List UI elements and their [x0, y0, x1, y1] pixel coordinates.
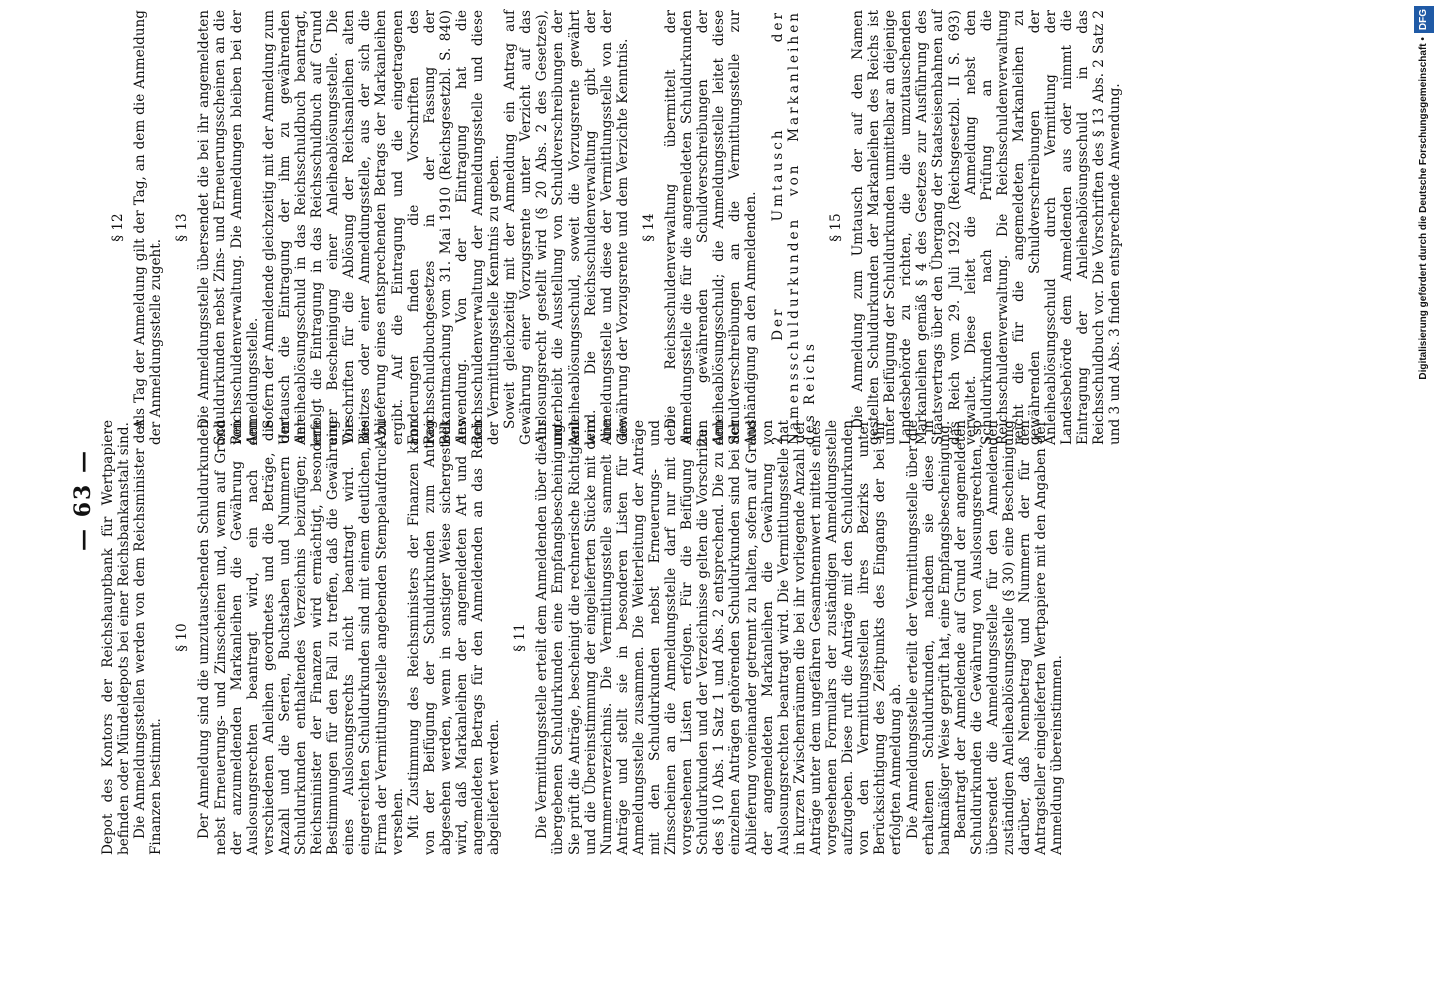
paragraph: Beantragt der Anmeldende auf Grund der angemeldeten Schuldurkunden die Gewährung von Auslosungsrechten, so übersendet die Anmeldungsstelle für den Anmeldenden zuständigen Anleiheablösungsstelle (§ 30) eine Bescheinigung darüber, daß Nennbetrag und Nummern der für den Antragsteller eingelieferten Wertpapiere mit den Angaben der Anmeldung übereinstimmen. [952, 420, 1066, 855]
paragraph: Die Anmeldung zum Umtausch der auf den Namen gestellten Schuldurkunden der Markanleihen des Reichs ist unter Beifügung der Schuldurkunden unmittelbar an diejenige Landesbehörde zu richten, die die umzutauschenden Markanleihen gemäß § 4 des Gesetzes zur Ausführung des Staatsvertrags über den Übergang der Staatseisenbahnen auf das Reich vom 29. Juli 1922 (Reichsgesetzbl. II S. 693) verwaltet. Diese leitet die Anmeldung nebst den Schuldurkunden nach Prüfung an die Reichsschuldenverwaltung. Die Reichsschuldenverwaltung reicht die für die angemeldeten Markanleihen zu gewährenden Schuldverschreibungen der Anleiheablösungsschuld durch Vermittlung der Landesbehörde dem Anmeldenden aus oder nimmt die Eintragung der Anleiheablösungsschuld in das Reichsschuldbuch vor. Die Vorschriften des § 13 Abs. 2 Satz 2 und 3 und Abs. 3 finden entsprechende Anwendung. [849, 10, 1124, 445]
paragraph: Als Tag der Anmeldung gilt der Tag, an dem die Anmeldung der Anmeldungsstelle zugeht. [132, 10, 165, 445]
section-heading: § 10 [174, 623, 191, 652]
paragraph: Die Vermittlungsstelle erteilt dem Anmeldenden über die ihr übergebenen Schuldurkunden eine Empfangsbescheinigung. Sie prüft die Anträge, bescheinigt die rechnerische Richtigkeit und die Übereinstimmung der eingelieferten Stücke mit dem Nummernverzeichnis. Die Vermittlungsstelle sammelt die Anträge und stellt sie in besonderen Listen für die Anmeldungsstelle zusammen. Die Weiterleitung der Anträge mit den Schuldurkunden nebst Erneuerungs- und Zinsscheinen an die Anmeldungsstelle darf nur mit den vorgesehenen Listen erfolgen. Für die Beifügung der Schuldurkunden und der Verzeichnisse gelten die Vorschriften des § 10 Abs. 1 Satz 1 und Abs. 2 entsprechend. Die zu den einzelnen Anträgen gehörenden Schuldurkunden sind bei der Ablieferung voneinander getrennt zu halten, sofern auf Grund der angemeldeten Markanleihen die Gewährung von Auslosungsrechten beantragt wird. Die Vermittlungsstelle hat in kurzen Zwischenräumen die bei ihr vorliegende Anzahl der Anträge unter dem ungefähren Gesamtnennwert mittels eines vorgesehenen Formulars der zuständigen Anmeldungsstelle aufzugeben. Diese ruft die Anträge mit den Schuldurkunden von den Vermittlungsstellen ihres Bezirks unter Berücksichtigung des Zeitpunkts des Eingangs der bei ihr erfolgten Anmeldung ab. [534, 420, 905, 855]
digitization-credit [1414, 6, 1434, 994]
section-heading: § 13 [174, 213, 191, 242]
section-heading: § 11 [512, 623, 529, 652]
section-heading: § 15 [827, 213, 844, 242]
page-number: — 63 — [70, 449, 96, 551]
paragraph: Die Anmeldungsstelle übersendet die bei ihr angemeldeten Schuldurkunden nebst Zins- und Erneuerungsscheinen an die Reichsschuldenverwaltung. Die Anmeldungen bleiben bei der Anmeldungsstelle. [196, 10, 261, 445]
paragraph: Die Anmeldungsstelle erteilt der Vermittlungsstelle über die erhaltenen Schuldurkunden, nachdem sie diese in bankmäßiger Weise geprüft hat, eine Empfangsbescheinigung. [904, 420, 953, 855]
right-column [100, 10, 1124, 445]
paragraph: Sofern der Anmeldende gleichzeitig mit der Anmeldung zum Umtausch die Eintragung der ihm zu gewährenden Anleiheablösungsschuld in das Reichsschuldbuch beantragt, erfolgt die Eintragung in das Reichsschuldbuch auf Grund einer Bescheinigung einer Anleiheablösungsstelle. Die Vorschriften für die Ablösung der Reichsanleihen alten Besitzes oder einer Anmeldungsstelle, aus der sich die Ablieferung eines entsprechenden Betrags der Markanleihen ergibt. Auf die Eintragung und die eingetragenen Forderungen finden die Vorschriften des Reichsschuldbuchgesetzes in der Fassung der Bekanntmachung vom 31. Mai 1910 (Reichsgesetzbl. S. 840) Anwendung. Von der Eintragung hat die Reichsschuldenverwaltung der Anmeldungsstelle und diese der Vermittlungsstelle Kenntnis zu geben. [260, 10, 503, 445]
dfg-logo: DFG [1414, 6, 1434, 33]
left-column [100, 420, 1065, 855]
credit-text: Digitalisierung gefördert durch die Deutsche Forschungsgemeinschaft • [1418, 37, 1429, 380]
paragraph: Die Reichsschuldenverwaltung übermittelt der Anmeldungsstelle die für die angemeldeten Schuldurkunden zu gewährenden Schuldverschreibungen der Anleiheablösungsschuld; die Anmeldungsstelle leitet diese Schuldverschreibungen an die Vermittlungsstelle zur Aushändigung an den Anmeldenden. [663, 10, 760, 445]
paragraph: Mit Zustimmung des Reichsministers der Finanzen kann von der Beifügung der Schuldurkunden zum Antrag abgesehen werden, wenn in sonstiger Weise sichergestellt wird, daß Markanleihen der angemeldeten Art und des angemeldeten Betrags für den Anmeldenden an das Reich abgeliefert werden. [405, 420, 503, 855]
paragraph: Der Anmeldung sind die umzutauschenden Schuldurkunden nebst Erneuerungs- und Zinsscheinen und, wenn auf Grund der anzumeldenden Markanleihen die Gewährung von Auslosungsrechten beantragt wird, ein nach den verschiedenen Anleihen geordnetes und die Beträge, die Anzahl und die Serien, Buchstaben und Nummern der Schuldurkunden enthaltendes Verzeichnis beizufügen; der Reichsminister der Finanzen wird ermächtigt, besondere Bestimmungen für den Fall zu treffen, daß die Gewährung eines Auslosungsrechts nicht beantragt wird. Die eingereichten Schuldurkunden sind mit einem deutlichen, die Firma der Vermittlungsstelle angebenden Stempelaufdruck zu versehen. [196, 420, 406, 855]
paragraph: Depot des Kontors der Reichshauptbank für Wertpapiere befinden oder Mündeldepots bei einer Reichsbankanstalt sind. [100, 420, 133, 855]
section-heading: § 14 [640, 213, 657, 242]
paragraph: Soweit gleichzeitig mit der Anmeldung ein Antrag auf Gewährung einer Vorzugsrente unter Verzicht auf das Auslosungsrecht gestellt wird (§ 20 Abs. 2 des Gesetzes), unterbleibt die Ausstellung von Schuldverschreibungen der Anleiheablösungsschuld, soweit die Vorzugsrente gewährt wird. Die Reichsschuldenverwaltung gibt der Anmeldungsstelle und diese der Vermittlungsstelle von der Gewährung der Vorzugsrente und dem Verzichte Kenntnis. [502, 10, 631, 445]
paragraph: Die Anmeldungsstellen werden von dem Reichsminister der Finanzen bestimmt. [132, 420, 165, 855]
section-heading: § 12 [110, 213, 126, 242]
subheading: 2. Der Umtausch der Namensschuldurkunden von Markanleihen des Reichs [769, 10, 818, 445]
